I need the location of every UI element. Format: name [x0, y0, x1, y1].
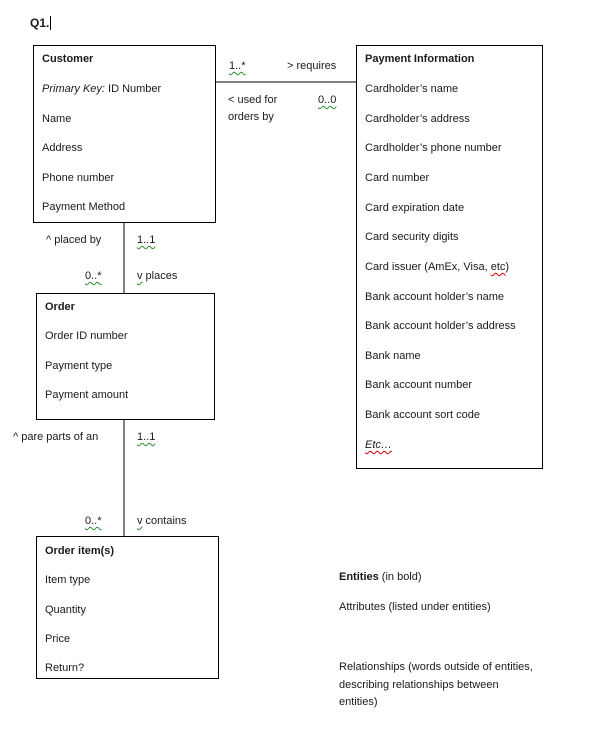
places-arrow-char: v [137, 270, 143, 282]
payment-attribute: Cardholder’s address [365, 113, 470, 125]
order-entity [36, 293, 215, 420]
order-title: Order [45, 301, 75, 313]
legend-attributes: Attributes (listed under entities) [339, 601, 491, 613]
payment-attribute: Card security digits [365, 231, 459, 243]
legend-entities [339, 570, 422, 584]
payment-attribute: Bank account number [365, 379, 473, 391]
question-text: Q1. [30, 16, 50, 30]
customer-entity [33, 45, 216, 223]
order-attribute: Order ID number [45, 330, 128, 342]
relationship-label-parts-of: ^ pare parts of an [13, 431, 99, 443]
payment-attribute: Cardholder’s name [365, 83, 459, 95]
payment-attribute: Bank name [365, 350, 421, 362]
card-issuer-close: ) [505, 261, 510, 273]
customer-primary-key [42, 82, 161, 96]
relationship-label-places [137, 269, 177, 283]
order-item-attribute: Return? [45, 662, 85, 674]
primary-key-label: Primary Key: [42, 83, 105, 95]
customer-attribute: Address [42, 142, 83, 154]
places-text: places [142, 270, 178, 282]
payment-attribute: Card number [365, 172, 430, 184]
payment-attribute-card-issuer [365, 260, 509, 274]
customer-title: Customer [42, 53, 94, 65]
order-item-title: Order item(s) [45, 545, 115, 557]
order-item-attribute: Quantity [45, 604, 86, 616]
payment-information-entity [356, 45, 543, 469]
legend-relationships-line1: Relationships (words outside of entities, [339, 661, 533, 673]
multiplicity-customer-order-top: 1..1 [137, 234, 156, 246]
card-issuer-etc: etc [490, 261, 506, 273]
payment-attribute: Bank account sort code [365, 409, 480, 421]
legend-entities-bold: Entities [339, 571, 379, 583]
contains-text: contains [142, 515, 187, 527]
order-item-attribute: Price [45, 633, 71, 645]
order-item-attribute: Item type [45, 574, 91, 586]
payment-attribute: Cardholder’s phone number [365, 142, 502, 154]
order-attribute: Payment type [45, 360, 113, 372]
payment-title: Payment Information [365, 53, 475, 65]
relationship-label-orders-by: orders by [228, 111, 274, 123]
order-item-entity [36, 536, 219, 679]
legend-relationships-line3: entities) [339, 696, 378, 708]
primary-key-value: ID Number [108, 83, 162, 95]
multiplicity-payment-side: 0..0 [318, 94, 337, 106]
customer-attribute: Payment Method [42, 201, 126, 213]
order-attribute: Payment amount [45, 389, 129, 401]
multiplicity-order-item-top: 1..1 [137, 431, 156, 443]
legend-relationships-line2: describing relationships between [339, 679, 499, 691]
card-issuer-text: Card issuer (AmEx, Visa, [365, 261, 491, 273]
multiplicity-customer-side: 1..* [229, 60, 246, 72]
payment-attribute: Card expiration date [365, 202, 465, 214]
customer-attribute: Phone number [42, 172, 115, 184]
legend-entities-rest: (in bold) [378, 571, 422, 583]
relationship-label-placed-by: ^ placed by [46, 234, 102, 246]
payment-attribute-etc: Etc… [365, 439, 392, 451]
contains-arrow-char: v [137, 515, 143, 527]
relationship-label-contains [137, 514, 187, 528]
multiplicity-order-item-bottom: 0..* [85, 515, 102, 527]
relationship-label-used-for: < used for [228, 94, 278, 106]
relationship-label-requires: > requires [287, 60, 337, 72]
multiplicity-customer-order-bottom: 0..* [85, 270, 102, 282]
customer-attribute: Name [42, 113, 72, 125]
payment-attribute: Bank account holder’s address [365, 320, 516, 332]
payment-attribute: Bank account holder’s name [365, 291, 505, 303]
